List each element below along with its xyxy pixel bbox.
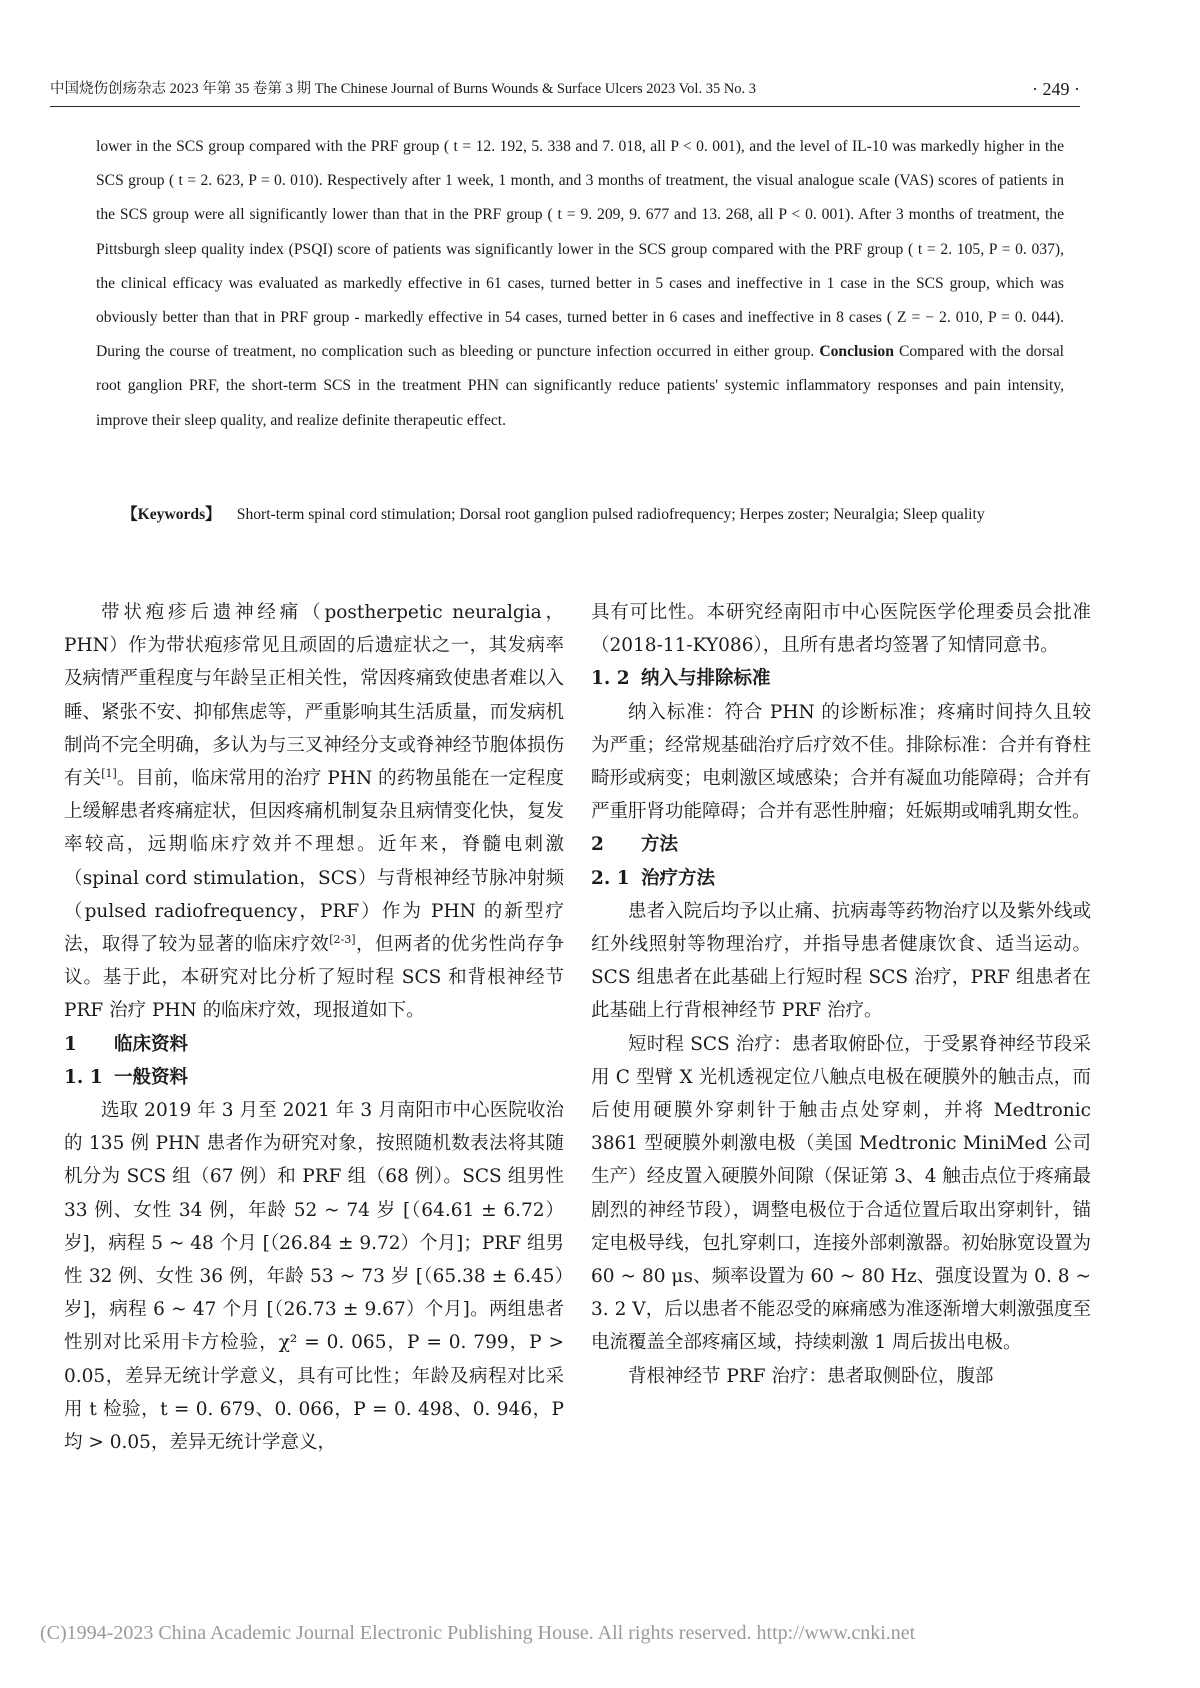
intro-paragraph	[64, 596, 564, 1028]
keywords-block	[96, 498, 1064, 532]
keywords-text: Short-term spinal cord stimulation; Dorsal root ganglion pulsed radiofrequency; Herpes zoster; Neuralgia; Sleep quality	[236, 506, 985, 523]
section-title: 一般资料	[114, 1066, 189, 1088]
general-data-paragraph: 选取 2019 年 3 月至 2021 年 3 月南阳市中心医院收治的 135 例 PHN 患者作为研究对象，按照随机数表法将其随机分为 SCS 组（67 例）和 PRF 组（68 例）。SCS 组男性 33 例、女性 34 例，年龄 52 ~ 74 岁 [（64.61 ± 6.72）岁]，病程 5 ~ 48 个月 [（26.84 ± 9.72）个月]；PRF 组男性 32 例、女性 36 例，年龄 53 ~ 73 岁 [（65.38 ± 6.45）岁]，病程 6 ~ 47 个月 [（26.73 ± 9.67）个月]。两组患者性别对比采用卡方检验，χ² = 0. 065，P = 0. 799，P > 0.05，差异无统计学意义，具有可比性；年龄及病程对比采用 t 检验，t = 0. 679、0. 066，P = 0. 498、0. 946，P 均 > 0.05，差异无统计学意义，	[64, 1100, 564, 1454]
citation-1: [1]	[101, 766, 117, 780]
journal-title: 中国烧伤创疡杂志 2023 年第 35 卷第 3 期 The Chinese Journal of Burns Wounds & Surface Ulcers 2023 Vol. 35 No. 3	[50, 81, 757, 97]
section-number: 1. 1	[64, 1066, 103, 1088]
page-number: · 249 ·	[1032, 79, 1080, 99]
method-paragraph-1: 患者入院后均予以止痛、抗病毒等药物治疗以及紫外线或红外线照射等物理治疗，并指导患者健康饮食、适当运动。SCS 组患者在此基础上行短时程 SCS 治疗，PRF 组患者在此基础上行背根神经节 PRF 治疗。	[591, 900, 1091, 1022]
method-paragraph-2: 短时程 SCS 治疗：患者取俯卧位，于受累脊神经节段采用 C 型臂 X 光机透视定位八触点电极在硬膜外的触击点，而后使用硬膜外穿刺针于触击点处穿刺，并将 Medtronic 3861 型硬膜外刺激电极（美国 Medtronic MiniMed 公司生产）经皮置入硬膜外间隙（保证第 3、4 触击点位于疼痛最剧烈的神经节段），调整电极位于合适位置后取出穿刺针，锚定电极导线，包扎穿刺口，连接外部刺激器。初始脉宽设置为 60 ~ 80 μs、频率设置为 60 ~ 80 Hz、强度设置为 0. 8 ~ 3. 2 V，后以患者不能忍受的麻痛感为准逐渐增大刺激强度至电流覆盖全部疼痛区域，持续刺激 1 周后拔出电极。	[591, 1033, 1091, 1354]
intro-text-a: 带状疱疹后遗神经痛（postherpetic neuralgia，PHN）作为带状疱疹常见且顽固的后遗症状之一，其发病率及病情严重程度与年龄呈正相关性，常因疼痛致使患者难以入睡、紧张不安、抑郁焦虑等，严重影响其生活质量，而发病机制尚不完全明确，多认为与三叉神经分支或脊神经节胞体损伤有关	[64, 602, 564, 790]
keywords-label: 【Keywords】	[122, 506, 221, 523]
left-column	[64, 596, 564, 1459]
continuation-paragraph: 具有可比性。本研究经南阳市中心医院医学伦理委员会批准（2018-11-KY086），且所有患者均签署了知情同意书。	[591, 602, 1091, 657]
section-title: 治疗方法	[641, 867, 716, 889]
method-paragraph-3: 背根神经节 PRF 治疗：患者取侧卧位，腹部	[628, 1365, 994, 1387]
section-title: 纳入与排除标准	[641, 668, 771, 690]
citation-2-3: [2-3]	[329, 932, 356, 946]
intro-text-c: ，但两者的优劣性尚存争议。基于此，本研究对比分析了短时程 SCS 和背根神经节 PRF 治疗 PHN 的临床疗效，现报道如下。	[64, 934, 564, 1022]
section-title: 方法	[641, 834, 679, 856]
conclusion-label: Conclusion	[819, 343, 894, 361]
section-number: 1. 2	[591, 668, 630, 690]
abstract-text	[96, 130, 1064, 438]
running-header	[50, 74, 1080, 104]
section-title: 临床资料	[114, 1033, 189, 1055]
section-number: 2	[591, 834, 604, 856]
section-number: 2. 1	[591, 867, 630, 889]
section-1-1-heading	[64, 1061, 564, 1094]
section-1-2-heading	[591, 662, 1091, 695]
intro-text-b: 。目前，临床常用的治疗 PHN 的药物虽能在一定程度上缓解患者疼痛症状，但因疼痛机制复杂且病情变化快，复发率较高，远期临床疗效并不理想。近年来，脊髓电刺激（spinal cord stimulation，SCS）与背根神经节脉冲射频（pulsed radiofrequency，PRF）作为 PHN 的新型疗法，取得了较为显著的临床疗效	[64, 768, 564, 956]
section-1-heading	[64, 1028, 564, 1061]
criteria-paragraph: 纳入标准：符合 PHN 的诊断标准；疼痛时间持久且较为严重；经常规基础治疗后疗效不佳。排除标准：合并有脊柱畸形或病变；电刺激区域感染；合并有凝血功能障碍；合并有严重肝肾功能障碍；合并有恶性肿瘤；妊娠期或哺乳期女性。	[591, 701, 1091, 823]
right-column	[591, 596, 1091, 1393]
copyright-footer: (C)1994-2023 China Academic Journal Electronic Publishing House. All rights reserved. http://www.cnki.net	[40, 1622, 916, 1644]
section-number: 1	[64, 1033, 77, 1055]
section-2-heading	[591, 828, 1091, 861]
header-rule	[50, 106, 1080, 107]
abstract-block	[96, 130, 1064, 438]
abstract-results: lower in the SCS group compared with the PRF group ( t = 12. 192, 5. 338 and 7. 018, all P < 0. 001), and the level of IL-10 was markedly higher in the SCS group ( t = 2. 623, P = 0. 010). Respectively after 1 week, 1 month, and 3 months of treatment, the visual analogue scale (VAS) scores of patients in the SCS group were all significantly lower than that in the PRF group ( t = 9. 209, 9. 677 and 13. 268, all P < 0. 001). After 3 months of treatment, the Pittsburgh sleep quality index (PSQI) score of patients was significantly lower in the SCS group compared with the PRF group ( t = 2. 105, P = 0. 037), the clinical efficacy was evaluated as markedly effective in 61 cases, turned better in 5 cases and ineffective in 1 case in the SCS group, which was obviously better than that in PRF group - markedly effective in 54 cases, turned better in 6 cases and ineffective in 8 cases ( Z = − 2. 010, P = 0. 044). During the course of treatment, no complication such as bleeding or puncture infection occurred in either group.	[96, 138, 1064, 361]
section-2-1-heading	[591, 862, 1091, 895]
abstract-conclusion: Compared with the dorsal root ganglion PRF, the short-term SCS in the treatment PHN can significantly reduce patients' systemic inflammatory responses and pain intensity, improve their sleep quality, and realize definite therapeutic effect.	[96, 343, 1064, 429]
